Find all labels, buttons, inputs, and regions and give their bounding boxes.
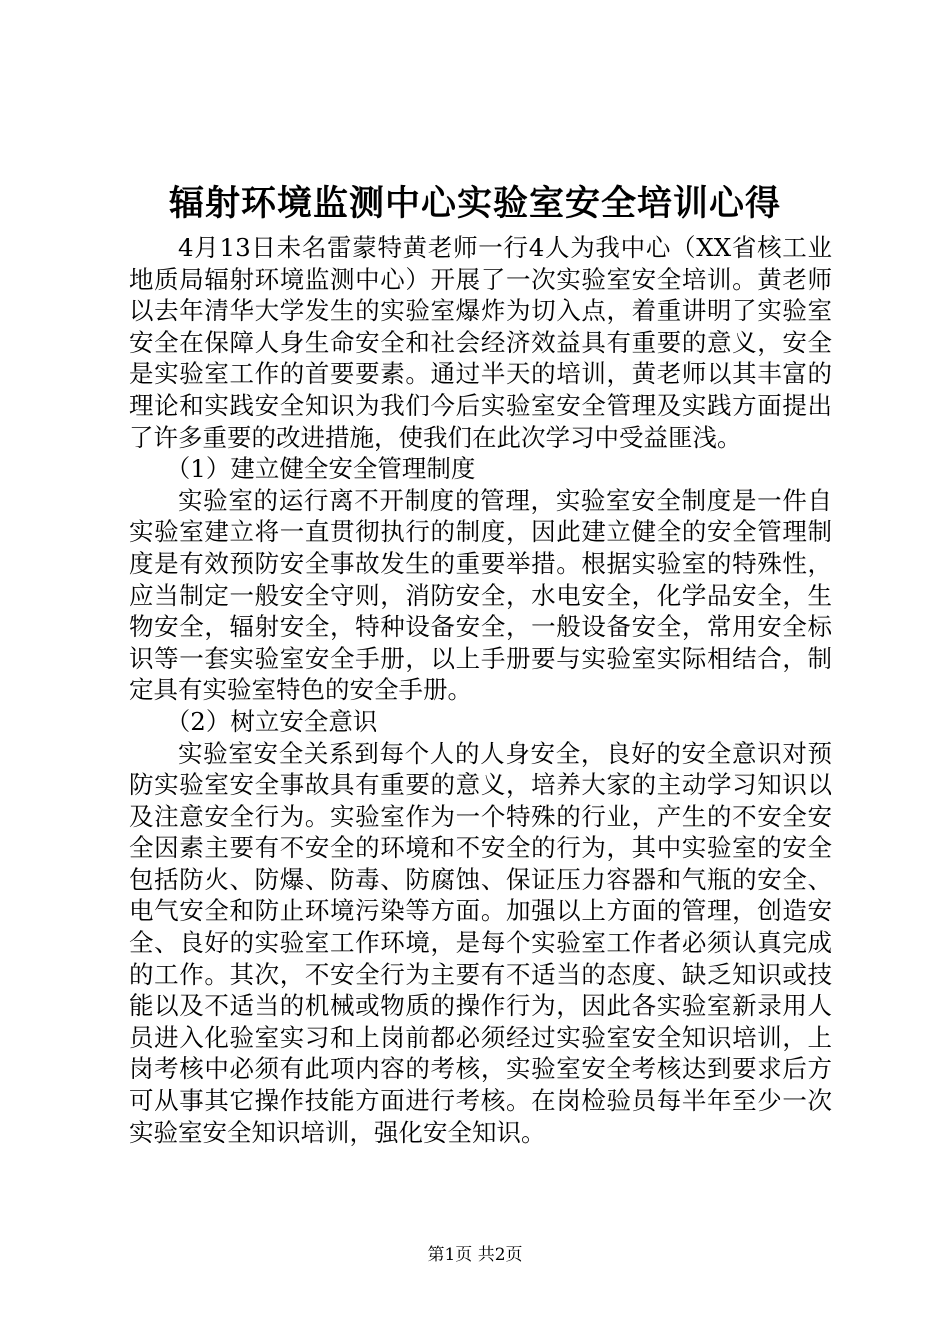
section-heading-1: （1）建立健全安全管理制度 xyxy=(165,454,476,484)
page-footer: 第1页 共2页 xyxy=(427,1245,523,1265)
document-body xyxy=(129,232,832,1148)
section-paragraph-2: 实验室安全关系到每个人的人身安全，良好的安全意识对预防实验室安全事故具有重要的意义，培养大家的主动学习知识以及注意安全行为。实验室作为一个特殊的行业，产生的不安全安全因素主要有不安全的环境和不安全的行为，其中实验室的安全包括防火、防爆、防毒、防腐蚀、保证压力容器和气瓶的安全、电气安全和防止环境污染等方面。加强以上方面的管理，创造安全、良好的实验室工作环境，是每个实验室工作者必须认真完成的工作。其次，不安全行为主要有不适当的态度、缺乏知识或技能以及不适当的机械或物质的操作行为，因此各实验室新录用人员进入化验室实习和上岗前都必须经过实验室安全知识培训，上岗考核中必须有此项内容的考核，实验室安全考核达到要求后方可从事其它操作技能方面进行考核。在岗检验员每半年至少一次实验室安全知识培训，强化安全知识。 xyxy=(129,738,832,1147)
intro-paragraph: 4月13日未名雷蒙特黄老师一行4人为我中心（XX省核工业地质局辐射环境监测中心）开展了一次实验室安全培训。黄老师以去年清华大学发生的实验室爆炸为切入点，着重讲明了实验室安全在保障人身生命安全和社会经济效益具有重要的意义，安全是实验室工作的首要要素。通过半天的培训，黄老师以其丰富的理论和实践安全知识为我们今后实验室安全管理及实践方面提出了许多重要的改进措施，使我们在此次学习中受益匪浅。 xyxy=(129,233,832,452)
section-paragraph-1: 实验室的运行离不开制度的管理，实验室安全制度是一件自实验室建立将一直贯彻执行的制度，因此建立健全的安全管理制度是有效预防安全事故发生的重要举措。根据实验室的特殊性，应当制定一般安全守则，消防安全，水电安全，化学品安全，生物安全，辐射安全，特种设备安全，一般设备安全，常用安全标识等一套实验室安全手册，以上手册要与实验室实际相结合，制定具有实验室特色的安全手册。 xyxy=(129,485,832,705)
document-title: 辐射环境监测中心实验室安全培训心得 xyxy=(168,184,781,224)
section-heading-2: （2）树立安全意识 xyxy=(165,706,378,736)
